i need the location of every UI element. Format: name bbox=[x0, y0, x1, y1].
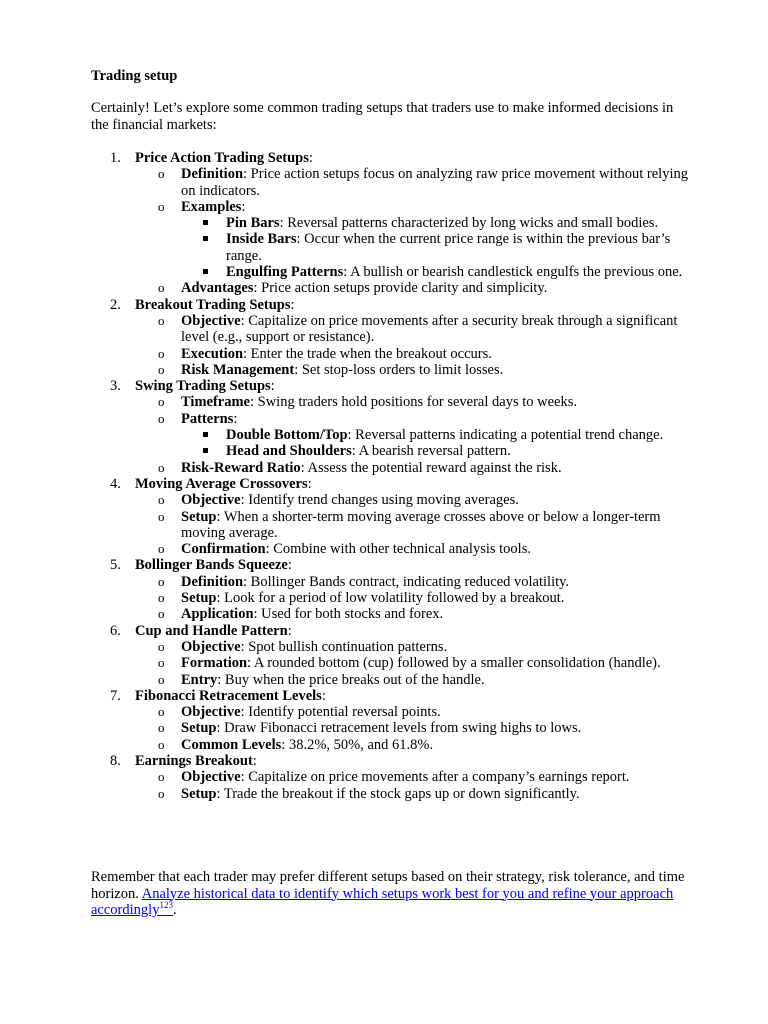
hollow-bullet-icon: o bbox=[158, 345, 165, 361]
hollow-bullet-icon: o bbox=[158, 394, 165, 410]
section-colon: : bbox=[308, 150, 313, 166]
section-number: 7. bbox=[110, 687, 121, 704]
item-text: : Draw Fibonacci retracement levels from swing highs to lows. bbox=[216, 720, 582, 737]
item-text: : bbox=[233, 410, 238, 427]
section-colon: : bbox=[287, 622, 292, 639]
point-item bbox=[135, 737, 691, 753]
item-term: Timeframe bbox=[181, 394, 250, 411]
item-term: Patterns bbox=[181, 410, 234, 427]
section-colon: : bbox=[307, 475, 312, 492]
item-text: : bbox=[241, 198, 246, 215]
item-text: : Assess the potential reward against the risk. bbox=[300, 459, 562, 476]
square-bullet-icon bbox=[203, 236, 208, 241]
item-text: : Enter the trade when the breakout occurs. bbox=[243, 345, 492, 362]
hollow-bullet-icon: o bbox=[158, 361, 165, 377]
section-points bbox=[135, 394, 691, 475]
hollow-bullet-icon: o bbox=[158, 590, 165, 606]
sub-point-item bbox=[181, 215, 691, 231]
section-item bbox=[91, 297, 691, 378]
point-item bbox=[135, 280, 691, 296]
item-text: : Combine with other technical analysis tools. bbox=[265, 541, 531, 558]
section-item bbox=[91, 378, 691, 476]
closing-paragraph bbox=[91, 869, 701, 919]
hollow-bullet-icon: o bbox=[158, 541, 165, 557]
hollow-bullet-icon: o bbox=[158, 736, 165, 752]
hollow-bullet-icon: o bbox=[158, 198, 165, 214]
hollow-bullet-icon: o bbox=[158, 720, 165, 736]
item-text: : When a shorter-term moving average crosses above or below a longer-term moving average. bbox=[181, 508, 661, 541]
item-text: : Used for both stocks and forex. bbox=[253, 606, 444, 623]
hollow-bullet-icon: o bbox=[158, 785, 165, 801]
item-term: Pin Bars bbox=[226, 215, 280, 232]
square-bullet-icon bbox=[203, 432, 208, 437]
section-points bbox=[135, 313, 691, 378]
item-text: : A rounded bottom (cup) followed by a smaller consolidation (handle). bbox=[247, 655, 661, 672]
section-heading: Fibonacci Retracement Levels bbox=[135, 687, 322, 704]
section-item bbox=[91, 150, 691, 297]
section-points bbox=[135, 704, 691, 753]
section-number: 2. bbox=[110, 296, 121, 313]
section-number: 1. bbox=[110, 150, 121, 166]
point-item bbox=[135, 639, 691, 655]
item-term: Objective bbox=[181, 638, 241, 655]
point-item bbox=[135, 574, 691, 590]
item-term: Objective bbox=[181, 492, 241, 509]
point-item bbox=[135, 346, 691, 362]
point-item bbox=[135, 362, 691, 378]
section-points bbox=[135, 639, 691, 688]
item-text: : Spot bullish continuation patterns. bbox=[240, 638, 448, 655]
item-term: Risk-Reward Ratio bbox=[181, 459, 301, 476]
section-number: 6. bbox=[110, 622, 121, 639]
item-text: : Occur when the current price range is within the previous bar’s range. bbox=[226, 231, 671, 264]
point-item bbox=[135, 590, 691, 606]
hollow-bullet-icon: o bbox=[158, 638, 165, 654]
item-term: Inside Bars bbox=[226, 231, 297, 248]
item-term: Common Levels bbox=[181, 736, 282, 753]
item-term: Setup bbox=[181, 508, 217, 525]
hollow-bullet-icon: o bbox=[158, 410, 165, 426]
sub-point-item bbox=[181, 427, 691, 443]
item-text: : Identify trend changes using moving averages. bbox=[240, 492, 519, 509]
source-link-text: Analyze historical data to identify which setups work best for you and refine your approach accordingly bbox=[91, 885, 674, 918]
section-points bbox=[135, 574, 691, 623]
square-bullet-icon bbox=[203, 220, 208, 225]
section-item bbox=[91, 688, 691, 753]
hollow-bullet-icon: o bbox=[158, 280, 165, 296]
item-term: Objective bbox=[181, 312, 241, 329]
section-heading: Breakout Trading Setups bbox=[135, 296, 291, 313]
hollow-bullet-icon: o bbox=[158, 606, 165, 622]
item-term: Setup bbox=[181, 720, 217, 737]
section-heading: Bollinger Bands Squeeze bbox=[135, 557, 288, 574]
section-heading: Swing Trading Setups bbox=[135, 378, 271, 395]
item-text: : Buy when the price breaks out of the handle. bbox=[217, 671, 485, 688]
item-term: Risk Management bbox=[181, 361, 295, 378]
item-term: Double Bottom/Top bbox=[226, 427, 348, 444]
sub-points bbox=[181, 215, 691, 280]
section-heading: Earnings Breakout bbox=[135, 752, 253, 769]
point-item bbox=[135, 541, 691, 557]
item-term: Setup bbox=[181, 785, 217, 802]
item-text: : A bearish reversal pattern. bbox=[351, 443, 511, 460]
item-term: Application bbox=[181, 606, 254, 623]
point-item bbox=[135, 492, 691, 508]
item-text: : Identify potential reversal points. bbox=[240, 704, 441, 721]
point-item bbox=[135, 672, 691, 688]
section-colon: : bbox=[290, 296, 295, 313]
section-heading: Cup and Handle Pattern bbox=[135, 622, 288, 639]
hollow-bullet-icon: o bbox=[158, 769, 165, 785]
item-text: : Swing traders hold positions for several days to weeks. bbox=[249, 394, 577, 411]
section-item bbox=[91, 623, 691, 688]
item-term: Examples bbox=[181, 198, 242, 215]
page-title: Trading setup bbox=[91, 68, 178, 84]
item-text: : Reversal patterns characterized by long wicks and small bodies. bbox=[279, 215, 659, 232]
item-text: : Capitalize on price movements after a company’s earnings report. bbox=[240, 769, 630, 786]
point-item bbox=[135, 704, 691, 720]
item-term: Definition bbox=[181, 573, 244, 590]
hollow-bullet-icon: o bbox=[158, 492, 165, 508]
section-item bbox=[91, 476, 691, 557]
intro-paragraph: Certainly! Let’s explore some common trading setups that traders use to make informed decisions in the financial markets: bbox=[91, 100, 674, 133]
point-item bbox=[135, 313, 691, 346]
setups-list bbox=[91, 150, 691, 802]
square-bullet-icon bbox=[203, 448, 208, 453]
square-bullet-icon bbox=[203, 269, 208, 274]
point-item bbox=[135, 199, 691, 280]
point-item bbox=[135, 509, 691, 542]
hollow-bullet-icon: o bbox=[158, 671, 165, 687]
section-points bbox=[135, 769, 691, 802]
hollow-bullet-icon: o bbox=[158, 166, 165, 182]
citation-markers: 123 bbox=[159, 900, 173, 911]
item-text: : 38.2%, 50%, and 61.8%. bbox=[281, 736, 434, 753]
sub-point-item bbox=[181, 264, 691, 280]
point-item bbox=[135, 769, 691, 785]
item-term: Confirmation bbox=[181, 541, 266, 558]
sub-point-item bbox=[181, 231, 691, 264]
hollow-bullet-icon: o bbox=[158, 459, 165, 475]
section-points bbox=[135, 166, 691, 296]
hollow-bullet-icon: o bbox=[158, 655, 165, 671]
section-number: 5. bbox=[110, 557, 121, 574]
hollow-bullet-icon: o bbox=[158, 508, 165, 524]
item-text: : Price action setups focus on analyzing raw price movement without relying on indicators. bbox=[181, 166, 688, 199]
source-link[interactable] bbox=[91, 886, 673, 919]
item-term: Execution bbox=[181, 345, 244, 362]
item-text: : Price action setups provide clarity and simplicity. bbox=[253, 280, 548, 297]
point-item bbox=[135, 411, 691, 460]
item-text: : Capitalize on price movements after a security break through a significant level (e.g., support or resistance). bbox=[181, 312, 678, 346]
section-points bbox=[135, 492, 691, 557]
item-text: : Bollinger Bands contract, indicating reduced volatility. bbox=[243, 573, 570, 590]
point-item bbox=[135, 786, 691, 802]
point-item bbox=[135, 394, 691, 410]
point-item bbox=[135, 460, 691, 476]
item-term: Engulfing Patterns bbox=[226, 264, 344, 281]
sub-points bbox=[181, 427, 691, 460]
item-term: Objective bbox=[181, 769, 241, 786]
item-text: : Look for a period of low volatility followed by a breakout. bbox=[216, 590, 565, 607]
item-text: : Trade the breakout if the stock gaps up or down significantly. bbox=[216, 785, 580, 802]
section-item bbox=[91, 753, 691, 802]
hollow-bullet-icon: o bbox=[158, 312, 165, 328]
item-term: Head and Shoulders bbox=[226, 443, 352, 460]
point-item bbox=[135, 166, 691, 199]
section-colon: : bbox=[270, 378, 275, 395]
item-term: Advantages bbox=[181, 280, 254, 297]
hollow-bullet-icon: o bbox=[158, 704, 165, 720]
sub-point-item bbox=[181, 443, 691, 459]
item-term: Setup bbox=[181, 590, 217, 607]
section-number: 4. bbox=[110, 475, 121, 492]
section-heading: Price Action Trading Setups bbox=[135, 150, 309, 166]
item-text: : Set stop-loss orders to limit losses. bbox=[294, 361, 504, 378]
closing-period: . bbox=[172, 902, 177, 918]
section-number: 8. bbox=[110, 752, 121, 769]
section-colon: : bbox=[252, 752, 257, 769]
item-term: Objective bbox=[181, 704, 241, 721]
hollow-bullet-icon: o bbox=[158, 573, 165, 589]
section-colon: : bbox=[321, 687, 326, 704]
item-text: : A bullish or bearish candlestick engulfs the previous one. bbox=[343, 264, 683, 281]
closing-text: Remember that each trader may prefer different setups based on their strategy, risk tolerance, and time horizon. bbox=[91, 869, 685, 902]
section-item bbox=[91, 557, 691, 622]
item-text: : Reversal patterns indicating a potential trend change. bbox=[347, 427, 664, 444]
item-term: Formation bbox=[181, 655, 248, 672]
section-number: 3. bbox=[110, 378, 121, 395]
item-term: Entry bbox=[181, 671, 218, 688]
point-item bbox=[135, 720, 691, 736]
item-term: Definition bbox=[181, 166, 244, 183]
point-item bbox=[135, 655, 691, 671]
section-heading: Moving Average Crossovers bbox=[135, 475, 308, 492]
section-colon: : bbox=[287, 557, 292, 574]
point-item bbox=[135, 606, 691, 622]
